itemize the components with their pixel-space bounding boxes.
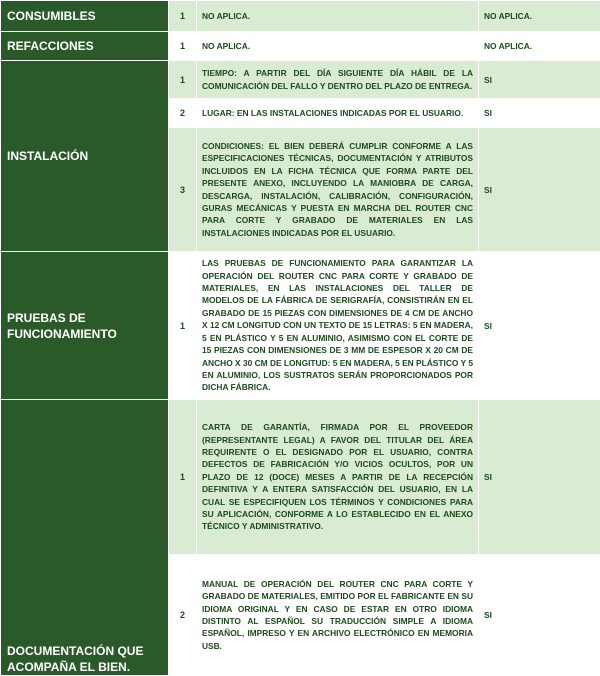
item-description: NO APLICA.: [197, 32, 479, 61]
item-response: NO APLICA.: [479, 1, 600, 32]
category-documentacion: DOCUMENTACIÓN QUE ACOMPAÑA EL BIEN.: [1, 400, 169, 676]
item-response: SI: [479, 252, 600, 400]
table-row: [1, 1, 600, 32]
item-description: LUGAR: EN LAS INSTALACIONES INDICADAS POR EL USUARIO.: [197, 99, 479, 128]
item-description: TIEMPO: A PARTIR DEL DÍA SIGUIENTE DÍA HÁBIL DE LA COMUNICACIÓN DEL FALLO Y DENTRO DEL PLAZO DE ENTREGA.: [197, 61, 479, 99]
item-response: SI: [479, 99, 600, 128]
table-row: [1, 61, 600, 99]
item-response: SI: [479, 555, 600, 676]
item-response: SI: [479, 128, 600, 252]
item-response: NO APLICA.: [479, 32, 600, 61]
item-description: MANUAL DE OPERACIÓN DEL ROUTER CNC PARA CORTE Y GRABADO DE MATERIALES, EMITIDO POR EL FABRICANTE EN SU IDIOMA ORIGINAL Y EN CASO DE ESTAR EN OTRO IDIOMA DISTINTO AL ESPAÑOL SU TRADUCCIÓN SIMPLE A IDIOMA ESPAÑOL, IMPRESO Y EN ARCHIVO ELECTRÓNICO EN MEMORIA USB.: [197, 555, 479, 676]
item-description: LAS PRUEBAS DE FUNCIONAMIENTO PARA GARANTIZAR LA OPERACIÓN DEL ROUTER CNC PARA CORTE Y GRABADO DE MATERIALES, EN LAS INSTALACIONES DEL TALLER DE MODELOS DE LA FÁBRICA DE SERIGRAFÍA, CONSISTIRÁN EN EL GRABADO DE 15 PIEZAS CON DIMENSIONES DE 4 CM DE ANCHO X 12 CM LONGITUD CON UN TEXTO DE 15 LETRAS: 5 EN MADERA, 5 EN PLÁSTICO Y 5 EN ALUMINIO, ASIMISMO CON EL CORTE DE 15 PIEZAS CON DIMENSIONES DE 3 MM DE ESPESOR X 20 CM DE ANCHO X 30 CM DE LONGITUD: 5 EN MADERA, 5 EN PLÁSTICO Y 5 EN ALUMINIO, LOS SUSTRATOS SERÁN PROPORCIONADOS POR DICHA FÁBRICA.: [197, 252, 479, 400]
category-refacciones: REFACCIONES: [1, 32, 169, 61]
item-number: 1: [169, 1, 197, 32]
item-description: CONDICIONES: EL BIEN DEBERÁ CUMPLIR CONFORME A LAS ESPECIFICACIONES TÉCNICAS, DOCUMENTACIÓN Y ATRIBUTOS INCLUIDOS EN LA FICHA TÉCNICA QUE FORMA PARTE DEL PRESENTE ANEXO, INCLUYENDO LA MANIOBRA DE CARGA, DESCARGA, INSTALACIÓN, CALIBRACIÓN, CONFIGURACIÓN, GURAS MECÁNICAS Y PUESTA EN MARCHA DEL ROUTER CNC PARA CORTE Y GRABADO DE MATERIALES EN LAS INSTALACIONES INDICADAS POR EL USUARIO.: [197, 128, 479, 252]
item-response: SI: [479, 61, 600, 99]
item-number: 2: [169, 99, 197, 128]
category-instalacion: INSTALACIÓN: [1, 61, 169, 252]
table-row: [1, 32, 600, 61]
item-number: 1: [169, 32, 197, 61]
item-number: 3: [169, 128, 197, 252]
item-description: NO APLICA.: [197, 1, 479, 32]
category-consumibles: CONSUMIBLES: [1, 1, 169, 32]
table-row: [1, 252, 600, 400]
item-response: SI: [479, 400, 600, 555]
item-number: 2: [169, 555, 197, 676]
item-number: 1: [169, 61, 197, 99]
item-number: 1: [169, 252, 197, 400]
item-number: 1: [169, 400, 197, 555]
table-row: [1, 400, 600, 555]
category-pruebas: PRUEBAS DE FUNCIONAMIENTO: [1, 252, 169, 400]
item-description: CARTA DE GARANTÍA, FIRMADA POR EL PROVEEDOR (REPRESENTANTE LEGAL) A FAVOR DEL TITULAR DEL ÁREA REQUIRENTE O EL DESIGNADO POR EL USUARIO, CONTRA DEFECTOS DE FABRICACIÓN Y/O VICIOS OCULTOS, POR UN PLAZO DE 12 (DOCE) MESES A PARTIR DE LA RECEPCIÓN DEFINITIVA Y A ENTERA SATISFACCIÓN DEL USUARIO, EN LA CUAL SE ESPECIFIQUEN LOS TÉRMINOS Y CONDICIONES PARA SU APLICACIÓN, CONFORME A LO ESTABLECIDO EN EL ANEXO TÉCNICO Y ADMINISTRATIVO.: [197, 400, 479, 555]
